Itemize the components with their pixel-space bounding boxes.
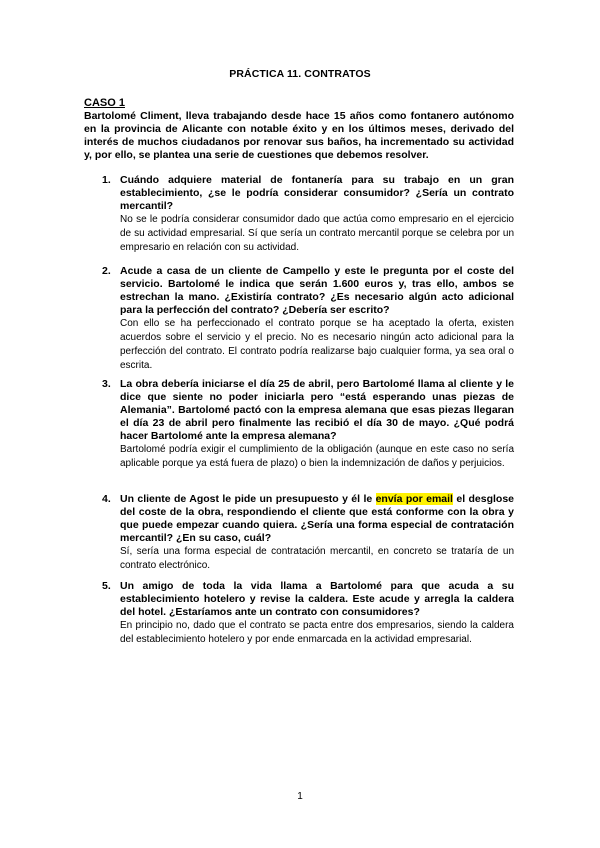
case-heading: CASO 1 xyxy=(84,97,125,109)
question-number: 2. xyxy=(102,265,111,277)
page-number: 1 xyxy=(297,791,303,802)
question-4 xyxy=(102,493,514,573)
question-answer: Bartolomé podría exigir el cumplimiento de la obligación (aunque en este caso no sería aplicable porque ya está fuera de plazo) o bien la indemnización de daños y perjuicios. xyxy=(120,444,514,469)
question-text: Cuándo adquiere material de fontanería para su trabajo en un gran establecimiento, ¿se le podría considerar consumidor? ¿Sería un contrato mercantil? xyxy=(120,174,514,212)
question-number: 1. xyxy=(102,174,111,186)
question-text-end: el desglose del coste de la obra, respondiendo el cliente que está conforme con la obra y que puede empezar cuando quiera. ¿Sería una forma especial de contratación mercantil? ¿En su caso, cuál? xyxy=(120,493,515,544)
question-3 xyxy=(102,378,514,471)
question-text: Un amigo de toda la vida llama a Bartolomé para que acuda a su establecimiento hotelero y revise la caldera. Este acude y arregla la caldera del hotel. ¿Estaríamos ante un contrato con consumidores? xyxy=(120,580,514,618)
question-1 xyxy=(102,174,514,255)
question-number: 3. xyxy=(102,378,111,390)
question-text xyxy=(120,493,514,545)
question-answer: En principio no, dado que el contrato se pacta entre dos empresarios, siendo la caldera del establecimiento hotelero y por ende enmarcada en la actividad empresarial. xyxy=(120,620,514,645)
question-number: 5. xyxy=(102,580,111,592)
question-answer: Con ello se ha perfeccionado el contrato porque se ha aceptado la oferta, existen acuerdos sobre el servicio y el precio. No es necesario ningún acto adicional para la perfección del contrato. El contrato podría realizarse bajo cualquier forma, ya sea oral o escrita. xyxy=(120,318,514,371)
question-answer: No se le podría considerar consumidor dado que actúa como empresario en el ejercicio de su actividad empresarial. Sí que sería un contrato mercantil porque se celebra por un empresario en relación con su actividad. xyxy=(120,214,514,253)
case-intro: Bartolomé Climent, lleva trabajando desde hace 15 años como fontanero autónomo en la provincia de Alicante con notable éxito y en los últimos meses, derivado del interés de muchos ciudadanos por renovar sus baños, ha incrementado su actividad y, por ello, se plantea una serie de cuestiones que debemos resolver. xyxy=(84,110,514,161)
question-text: La obra debería iniciarse el día 25 de abril, pero Bartolomé llama al cliente y le dice que siente no poder iniciarla pero “está esperando unas piezas de Alemania”. Bartolomé pactó con la empresa alemana que esas piezas llegaran el día 23 de abril pero finalmente las recibió el día 30 de mayo. ¿Qué podrá hacer Bartolomé ante la empresa alemana? xyxy=(120,378,514,442)
question-5 xyxy=(102,580,514,647)
question-text: Acude a casa de un cliente de Campello y este le pregunta por el coste del servicio. Bartolomé le indica que serán 1.600 euros y, tras ello, ambos se estrechan la mano. ¿Existiría contrato? ¿Es necesario algún acto adicional para la perfección del contrato? ¿Debería ser escrito? xyxy=(120,265,514,316)
question-2 xyxy=(102,265,514,373)
question-text-start: Un cliente de Agost le pide un presupuesto y él le xyxy=(120,493,376,505)
document-title: PRÁCTICA 11. CONTRATOS xyxy=(229,68,371,80)
question-number: 4. xyxy=(102,493,111,505)
highlighted-text: envía por email xyxy=(375,493,453,505)
question-answer: Sí, sería una forma especial de contratación mercantil, en concreto se trataría de un contrato electrónico. xyxy=(120,546,514,571)
